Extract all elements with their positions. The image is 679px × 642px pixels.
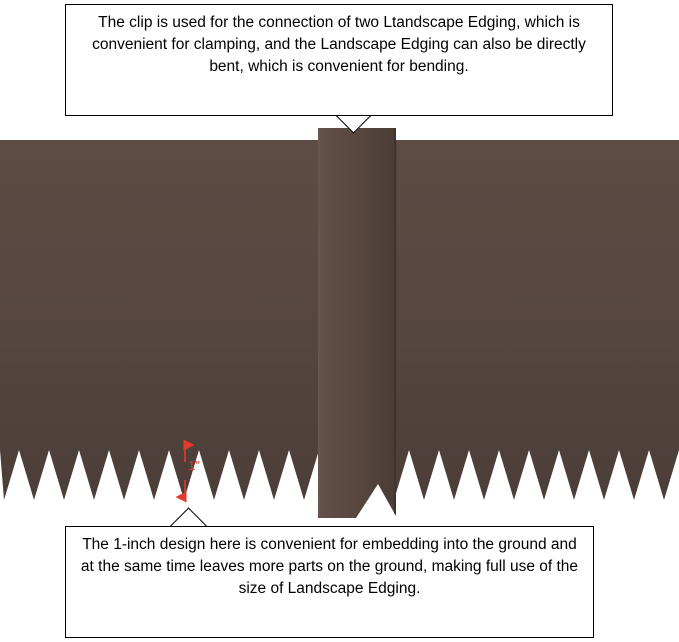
dimension-marker bbox=[176, 436, 210, 506]
connector-clip bbox=[318, 128, 396, 518]
bottom-callout-box: The 1-inch design here is convenient for embedding into the ground and at the same time leaves more parts on the ground, making full use of the size of Landscape Edging. bbox=[65, 526, 594, 638]
edging-illustration bbox=[0, 128, 679, 520]
landscape-edging-image bbox=[0, 128, 679, 520]
top-callout-box: The clip is used for the connection of two Ltandscape Edging, which is convenient for clamping, and the Landscape Edging can also be directly bent, which is convenient for bending. bbox=[65, 4, 613, 116]
dimension-label: 1" bbox=[188, 458, 200, 473]
